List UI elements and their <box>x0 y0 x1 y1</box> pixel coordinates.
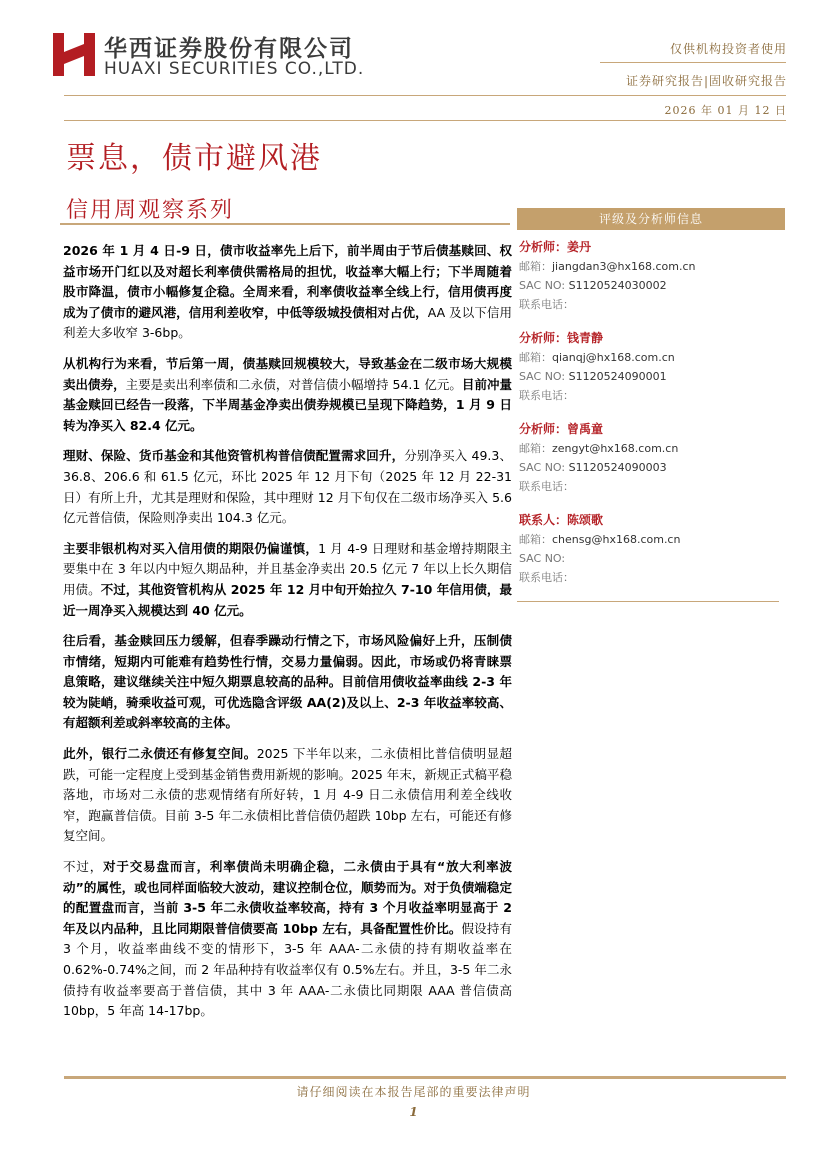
paragraph: 理财、保险、货币基金和其他资管机构普信债配置需求回升，分别净买入 49.3、36.8、206.6 和 61.5 亿元，环比 2025 年 12 月下旬（2025 年 12 月 22-31 日）有所上升，尤其是理财和保险，其中理财 12 月下旬仅在二级市场净买入 5.6 亿元普信债，保险则净卖出 104.3 亿元。 <box>63 448 512 526</box>
header-divider-3 <box>64 120 786 121</box>
panel-heading: 评级及分析师信息 <box>517 208 785 230</box>
footer-divider <box>64 1076 786 1079</box>
legal-notice: 请仔细阅读在本报告尾部的重要法律声明 <box>296 1085 531 1099</box>
analyst-name: 分析师：钱青静 <box>519 331 604 345</box>
analyst-card <box>517 238 785 314</box>
phone-label: 联系电话： <box>519 389 574 402</box>
report-date: 2026 年 01 月 12 日 <box>664 104 787 117</box>
email-label: 邮箱： <box>519 351 552 364</box>
paragraph: 此外，银行二永债还有修复空间。2025 下半年以来，二永债相比普信债明显超跌，可能一定程度上受到基金销售费用新规的影响。2025 年末，新规正式稿平稳落地，市场对二永债的悲观情绪有所好转，1 月 4-9 日二永债信用利差全线收窄，跑赢普信债。目前 3-5 年二永债相比普信债仍超跌 10bp 左右，可能还有修复空间。 <box>63 746 512 844</box>
company-name-en: HUAXI SECURITIES CO.,LTD. <box>104 59 365 79</box>
report-body <box>63 241 512 1032</box>
header-divider-1 <box>600 62 786 63</box>
analyst-email[interactable]: qianqj@hx168.com.cn <box>552 351 675 364</box>
company-name-cn: 华西证券股份有限公司 <box>104 36 354 62</box>
series-underline <box>60 223 510 225</box>
analyst-panel <box>517 208 785 602</box>
analyst-sac: S1120524030002 <box>568 279 667 292</box>
analyst-email[interactable]: zengyt@hx168.com.cn <box>552 442 679 455</box>
series-title: 信用周观察系列 <box>66 198 235 223</box>
analyst-email[interactable]: jiangdan3@hx168.com.cn <box>552 260 696 273</box>
phone-label: 联系电话： <box>519 480 574 493</box>
page-number: 1 <box>409 1105 418 1119</box>
contact-email[interactable]: chensg@hx168.com.cn <box>552 533 681 546</box>
paragraph: 主要非银机构对买入信用债的期限仍偏谨慎，1 月 4-9 日理财和基金增持期限主要集中在 3 年以内中短久期品种，并且基金净卖出 20.5 亿元 7 年以上长久期信用债。不过，其他资管机构从 2025 年 12 月中旬开始拉久 7-10 年信用债，最近一周净买入规模达到 40 亿元。 <box>63 540 512 618</box>
sac-label: SAC NO: <box>519 461 566 474</box>
sac-label: SAC NO: <box>519 370 566 383</box>
email-label: 邮箱： <box>519 442 552 455</box>
paragraph: 从机构行为来看，节后第一周，债基赎回规模较大，导致基金在二级市场大规模卖出债券，主要是卖出利率债和二永债，对普信债小幅增持 54.1 亿元。目前冲量基金赎回已经告一段落，下半周基金净卖出债券规模已呈现下降趋势，1 月 9 日转为净买入 82.4 亿元。 <box>63 355 512 433</box>
phone-label: 联系电话： <box>519 571 574 584</box>
analyst-card <box>517 420 785 496</box>
email-label: 邮箱： <box>519 533 552 546</box>
analyst-sac: S1120524090003 <box>568 461 667 474</box>
analyst-card <box>517 329 785 405</box>
report-title: 票息，债市避风港 <box>66 141 322 176</box>
email-label: 邮箱： <box>519 260 552 273</box>
report-type: 证券研究报告|固收研究报告 <box>625 74 787 88</box>
paragraph: 往后看，基金赎回压力缓解，但春季躁动行情之下，市场风险偏好上升，压制债市情绪，短期内可能难有趋势性行情，交易力量偏弱。因此，市场或仍将青睐票息策略，建议继续关注中短久期票息较高的品种。目前信用债收益率曲线 2-3 年较为陡峭，骑乘收益可观，可优选隐含评级 AA(2)及以上、2-3 年收益率较高、有超额利差或斜率较高的主体。 <box>63 633 512 731</box>
panel-divider <box>517 601 779 602</box>
analyst-name: 分析师：姜丹 <box>519 240 592 254</box>
paragraph: 2026 年 1 月 4 日-9 日，债市收益率先上后下，前半周由于节后债基赎回、权益市场开门红以及对超长利率债供需格局的担忧，收益率大幅上行；下半周随着股市降温，债市小幅修复企稳。全周来看，利率债收益率全线上行，信用债再度成为了债市的避风港，信用利差收窄，中低等级城投债相对占优，AA 及以下信用利差大多收窄 3-6bp。 <box>63 243 512 341</box>
contact-card <box>517 511 785 587</box>
contact-name: 联系人：陈颂歌 <box>519 513 604 527</box>
paragraph: 不过，对于交易盘而言，利率债尚未明确企稳，二永债由于具有“放大利率波动”的属性，或也同样面临较大波动，建议控制仓位，顺势而为。对于负债端稳定的配置盘而言，当前 3-5 年二永债收益率较高，持有 3 个月收益率明显高于 2 年及以内品种，且比同期限普信债要高 10bp 左右，具备配置性价比。假设持有 3 个月，收益率曲线不变的情形下，3-5 年 AAA-二永债的持有期收益率在 0.62%-0.74%之间，而 2 年品种持有收益率仅有 0.5%左右。并且，3-5 年二永债持有收益率要高于普信债，其中 3 年 AAA-二永债比同期限 AAA 普信债高 10bp，5 年高 14-17bp。 <box>63 859 512 1019</box>
sac-label: SAC NO: <box>519 552 566 565</box>
header-divider-2 <box>64 95 786 96</box>
huaxi-logo-icon <box>53 30 95 78</box>
phone-label: 联系电话： <box>519 298 574 311</box>
sac-label: SAC NO: <box>519 279 566 292</box>
analyst-sac: S1120524090001 <box>568 370 667 383</box>
analyst-name: 分析师：曾禹童 <box>519 422 604 436</box>
audience-note: 仅供机构投资者使用 <box>669 42 787 56</box>
